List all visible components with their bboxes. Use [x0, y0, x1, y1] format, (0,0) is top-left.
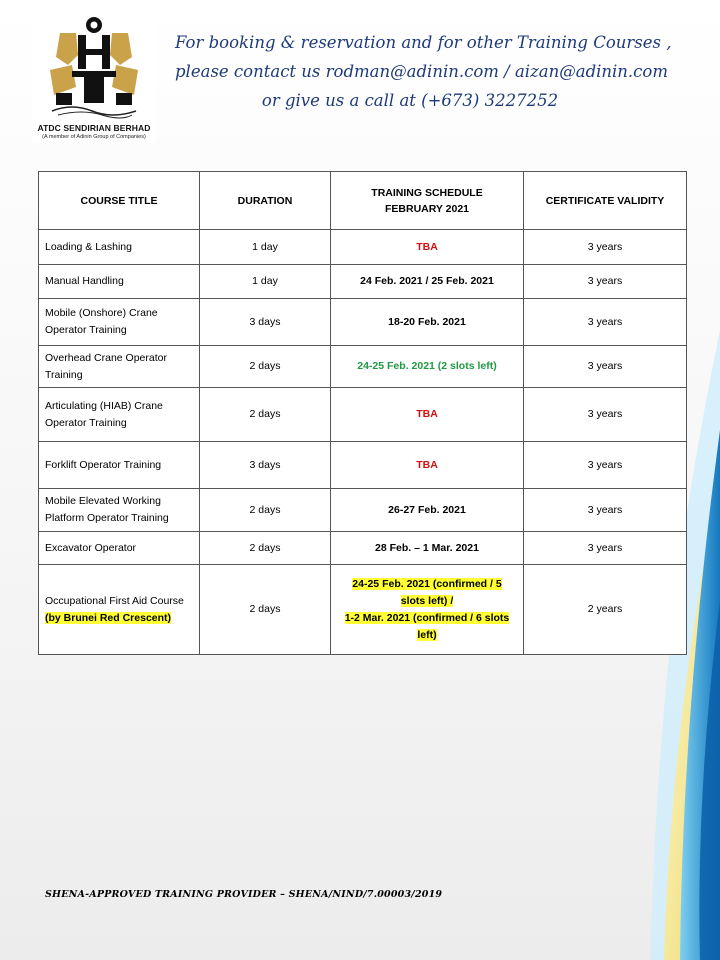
schedule-cell: 26-27 Feb. 2021 — [331, 489, 524, 532]
contact-line-1: For booking & reservation and for other Training Courses , — [175, 33, 672, 52]
duration-cell: 3 days — [200, 299, 331, 346]
schedule-cell: 24-25 Feb. 2021 (2 slots left) — [331, 346, 524, 388]
table-row — [39, 346, 687, 388]
schedule-cell: TBA — [331, 442, 524, 489]
duration-cell: 2 days — [200, 489, 331, 532]
validity-cell: 3 years — [524, 346, 687, 388]
table-row — [39, 265, 687, 299]
training-schedule-table — [38, 171, 687, 655]
header-certificate-validity: CERTIFICATE VALIDITY — [524, 172, 687, 230]
course-title-cell: Excavator Operator — [39, 532, 200, 565]
logo-emblem-icon — [32, 15, 156, 121]
table-row — [39, 565, 687, 655]
duration-cell: 1 day — [200, 230, 331, 265]
contact-line-3: or give us a call at (+673) 3227252 — [261, 91, 559, 110]
contact-line-2: please contact us rodman@adinin.com / aizan@adinin.com — [175, 62, 669, 81]
contact-info — [175, 28, 672, 115]
table-row — [39, 489, 687, 532]
table-header-row — [39, 172, 687, 230]
table-row — [39, 230, 687, 265]
course-title-cell: Articulating (HIAB) Crane Operator Training — [39, 388, 200, 442]
duration-cell: 2 days — [200, 532, 331, 565]
table-row — [39, 388, 687, 442]
logo-company-name: ATDC SENDIRIAN BERHAD — [37, 123, 151, 133]
footer-accreditation: SHENA-APPROVED TRAINING PROVIDER – SHENA/NIND/7.00003/2019 — [45, 889, 443, 900]
schedule-cell: 24 Feb. 2021 / 25 Feb. 2021 — [331, 265, 524, 299]
course-title-cell: Occupational First Aid Course (by Brunei Red Crescent) — [39, 565, 200, 655]
validity-cell: 3 years — [524, 489, 687, 532]
duration-cell: 2 days — [200, 388, 331, 442]
course-title-cell: Mobile (Onshore) Crane Operator Training — [39, 299, 200, 346]
duration-cell: 3 days — [200, 442, 331, 489]
course-title-cell: Manual Handling — [39, 265, 200, 299]
validity-cell: 3 years — [524, 532, 687, 565]
validity-cell: 3 years — [524, 388, 687, 442]
duration-cell: 2 days — [200, 346, 331, 388]
validity-cell: 2 years — [524, 565, 687, 655]
duration-cell: 2 days — [200, 565, 331, 655]
table-row — [39, 299, 687, 346]
company-logo — [32, 15, 156, 143]
course-title-cell: Loading & Lashing — [39, 230, 200, 265]
course-title-cell: Mobile Elevated Working Platform Operator Training — [39, 489, 200, 532]
table-row — [39, 442, 687, 489]
header-training-schedule: TRAINING SCHEDULE FEBRUARY 2021 — [331, 172, 524, 230]
logo-tagline: (A member of Adinin Group of Companies) — [42, 134, 146, 140]
header-course-title: COURSE TITLE — [39, 172, 200, 230]
schedule-cell: TBA — [331, 230, 524, 265]
course-title-cell: Overhead Crane Operator Training — [39, 346, 200, 388]
schedule-cell: TBA — [331, 388, 524, 442]
validity-cell: 3 years — [524, 442, 687, 489]
validity-cell: 3 years — [524, 265, 687, 299]
validity-cell: 3 years — [524, 230, 687, 265]
course-title-cell: Forklift Operator Training — [39, 442, 200, 489]
header-duration: DURATION — [200, 172, 331, 230]
schedule-cell: 24-25 Feb. 2021 (confirmed / 5 slots left) / 1-2 Mar. 2021 (confirmed / 6 slots left) — [331, 565, 524, 655]
validity-cell: 3 years — [524, 299, 687, 346]
table-row — [39, 532, 687, 565]
duration-cell: 1 day — [200, 265, 331, 299]
schedule-cell: 28 Feb. – 1 Mar. 2021 — [331, 532, 524, 565]
schedule-cell: 18-20 Feb. 2021 — [331, 299, 524, 346]
provider-highlight: (by Brunei Red Crescent) — [45, 611, 172, 624]
